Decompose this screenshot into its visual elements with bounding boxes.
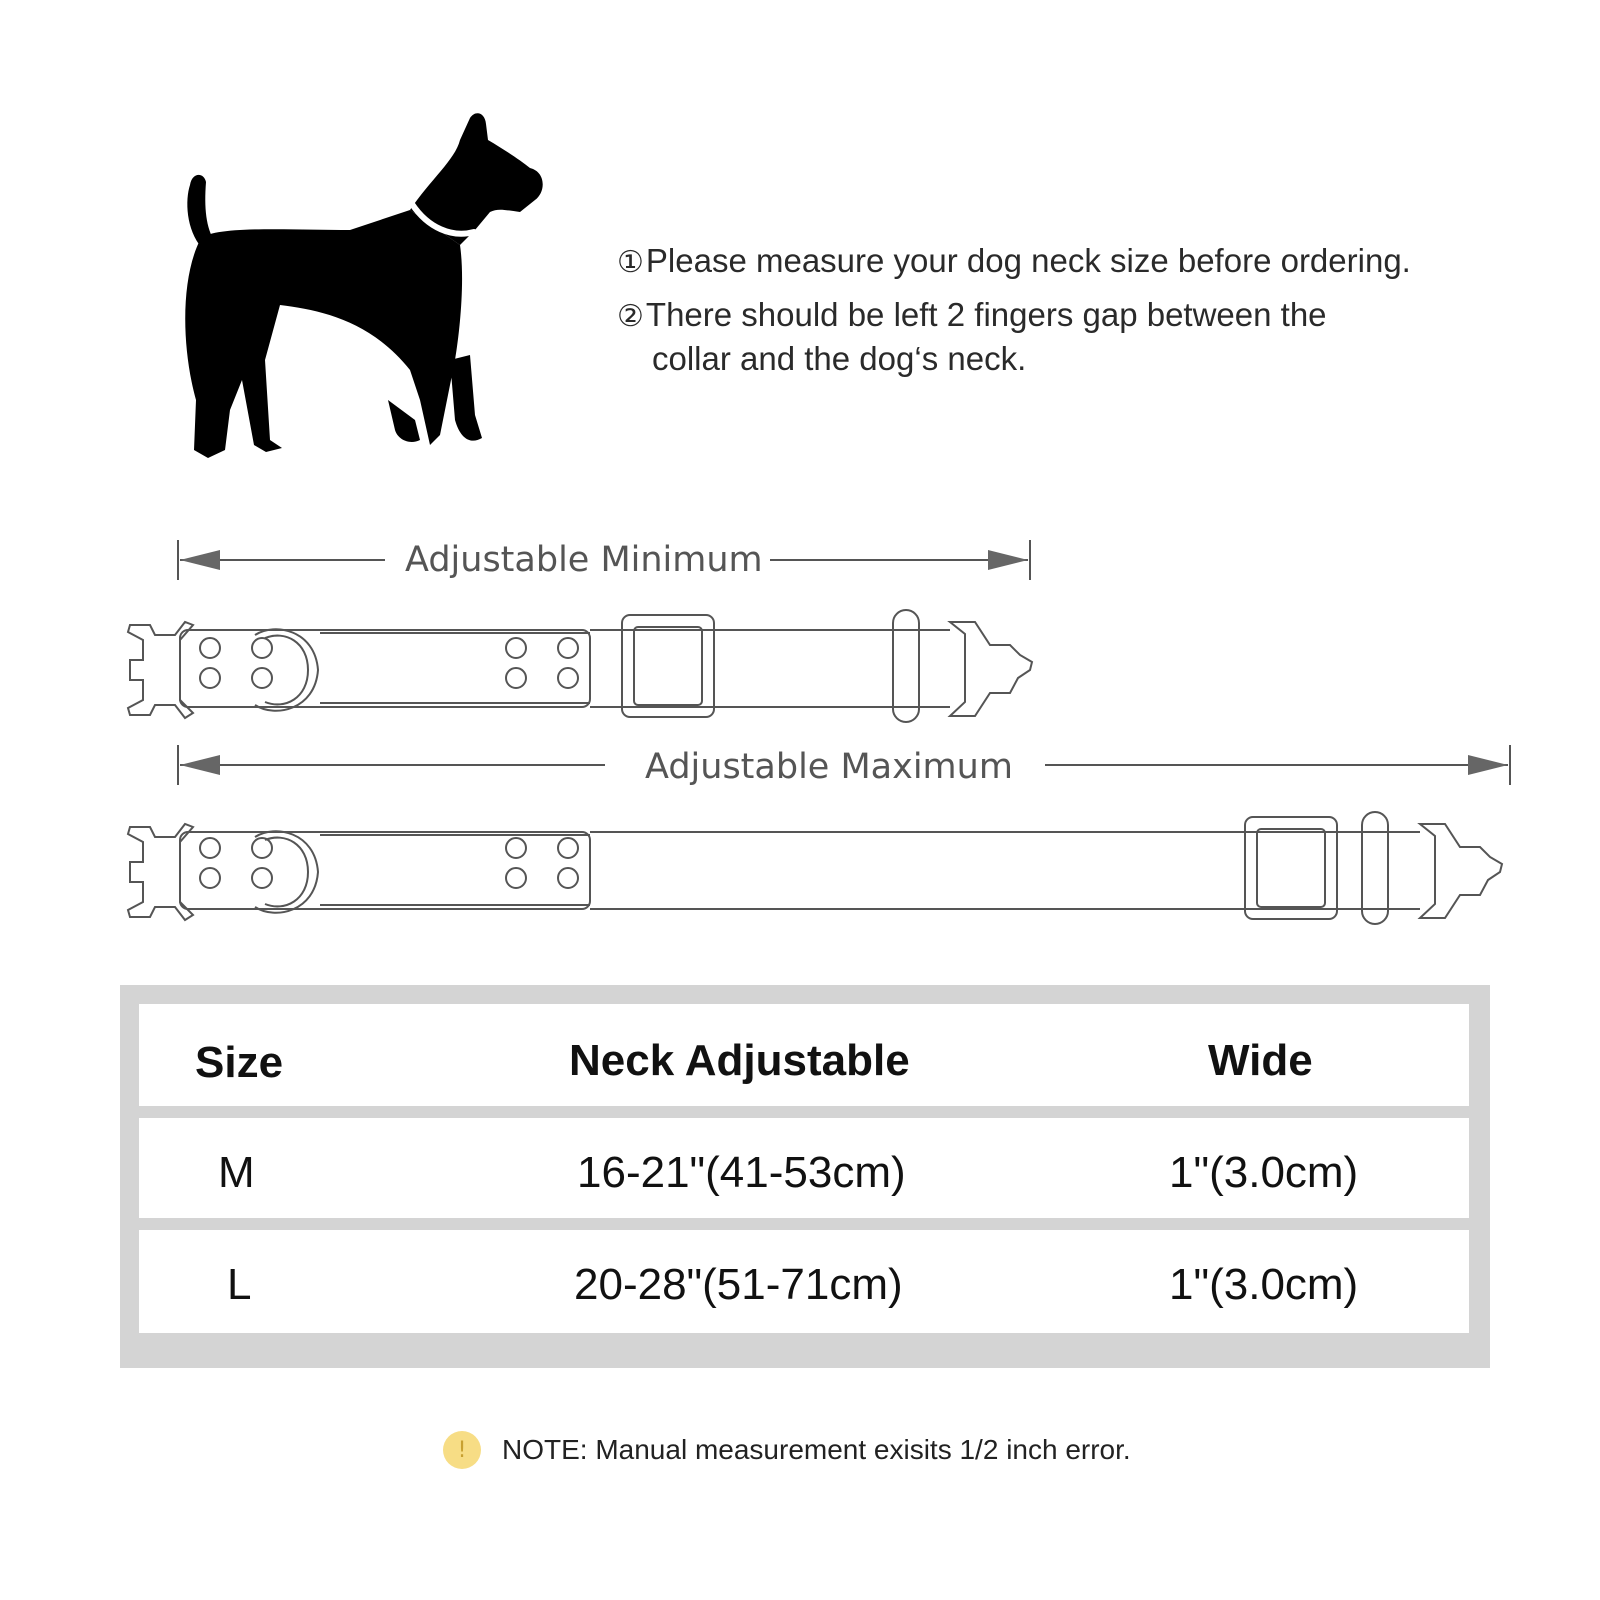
row-neck-adjustable: 16-21"(41-53cm) — [577, 1148, 906, 1197]
step-2-text-line-2: collar and the dog‘s neck. — [652, 340, 1027, 377]
instruction-step-2 — [617, 296, 1327, 334]
header-size: Size — [195, 1038, 284, 1087]
adjustable-maximum-label: Adjustable Maximum — [645, 747, 1013, 787]
row-size: L — [227, 1260, 252, 1309]
table-row — [139, 1230, 1469, 1333]
header-neck-adjustable: Neck Adjustable — [569, 1036, 910, 1085]
row-neck-adjustable: 20-28"(51-71cm) — [574, 1260, 903, 1309]
collar-maximum — [128, 812, 1502, 924]
step-2-text-line-1: There should be left 2 fingers gap between the — [645, 296, 1327, 333]
exclamation-icon: ! — [443, 1431, 481, 1469]
step-1-text: Please measure your dog neck size before ordering. — [645, 242, 1411, 279]
collar-minimum — [128, 610, 1032, 722]
collar-diagram — [0, 530, 1600, 930]
dog-silhouette-icon — [170, 100, 570, 480]
table-header-row — [139, 1004, 1469, 1106]
adjustable-minimum-label: Adjustable Minimum — [405, 540, 763, 580]
step-1-marker: ① — [617, 245, 644, 280]
row-wide: 1"(3.0cm) — [1169, 1148, 1359, 1197]
step-2-marker: ② — [617, 299, 644, 334]
note-text: NOTE: Manual measurement exisits 1/2 inch error. — [502, 1434, 1131, 1465]
row-wide: 1"(3.0cm) — [1169, 1260, 1359, 1309]
header-wide: Wide — [1208, 1036, 1313, 1085]
row-size: M — [218, 1148, 255, 1197]
instruction-step-1 — [617, 242, 1411, 280]
measurement-note — [443, 1430, 1131, 1470]
size-table — [120, 985, 1490, 1368]
table-row — [139, 1118, 1469, 1218]
